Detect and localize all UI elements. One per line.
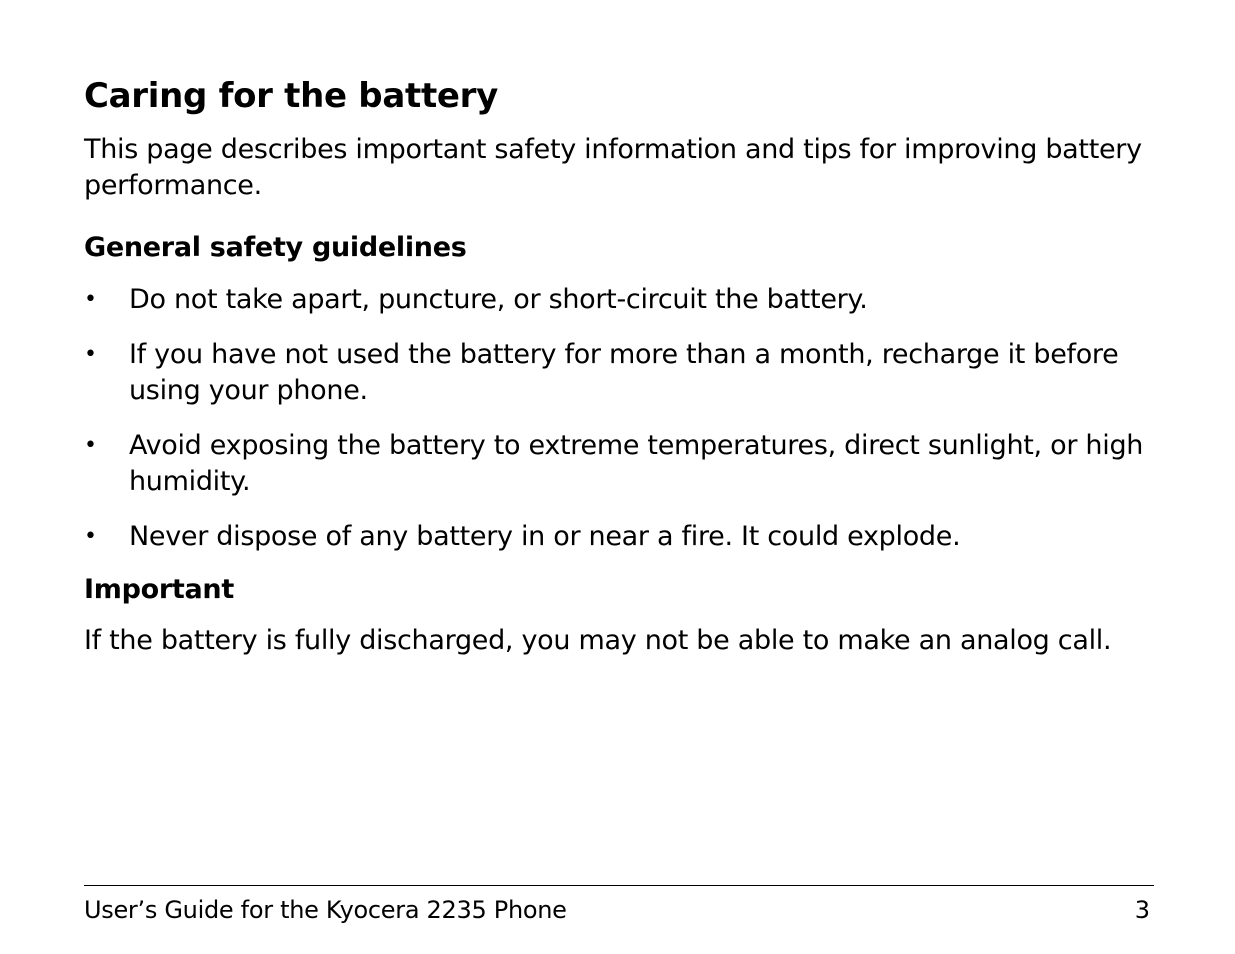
- bullet-icon: •: [84, 524, 97, 549]
- general-safety-heading: General safety guidelines: [84, 232, 467, 263]
- list-item: [84, 428, 1154, 500]
- important-heading: Important: [84, 574, 234, 605]
- list-item: [84, 282, 1154, 318]
- bullet-icon: •: [84, 287, 97, 312]
- list-item-text: Never dispose of any battery in or near a fire. It could explode.: [129, 521, 961, 552]
- list-item: [84, 519, 1154, 555]
- list-item: [84, 337, 1154, 409]
- important-paragraph: If the battery is fully discharged, you may not be able to make an analog call.: [84, 625, 1112, 656]
- footer-guide-title: User’s Guide for the Kyocera 2235 Phone: [84, 896, 567, 924]
- intro-paragraph: This page describes important safety information and tips for improving battery performance.: [84, 134, 1142, 201]
- list-item-text: Do not take apart, puncture, or short-circuit the battery.: [129, 284, 868, 315]
- page-number: 3: [1134, 896, 1150, 924]
- bullet-icon: •: [84, 342, 97, 367]
- list-item-text: Avoid exposing the battery to extreme temperatures, direct sunlight, or high humidity.: [129, 430, 1144, 497]
- page-title: Caring for the battery: [84, 76, 498, 116]
- list-item-text: If you have not used the battery for more than a month, recharge it before using your phone.: [129, 339, 1119, 406]
- safety-guidelines-list: [84, 282, 1154, 574]
- footer-divider: [84, 885, 1154, 886]
- bullet-icon: •: [84, 433, 97, 458]
- document-page: [84, 0, 1154, 954]
